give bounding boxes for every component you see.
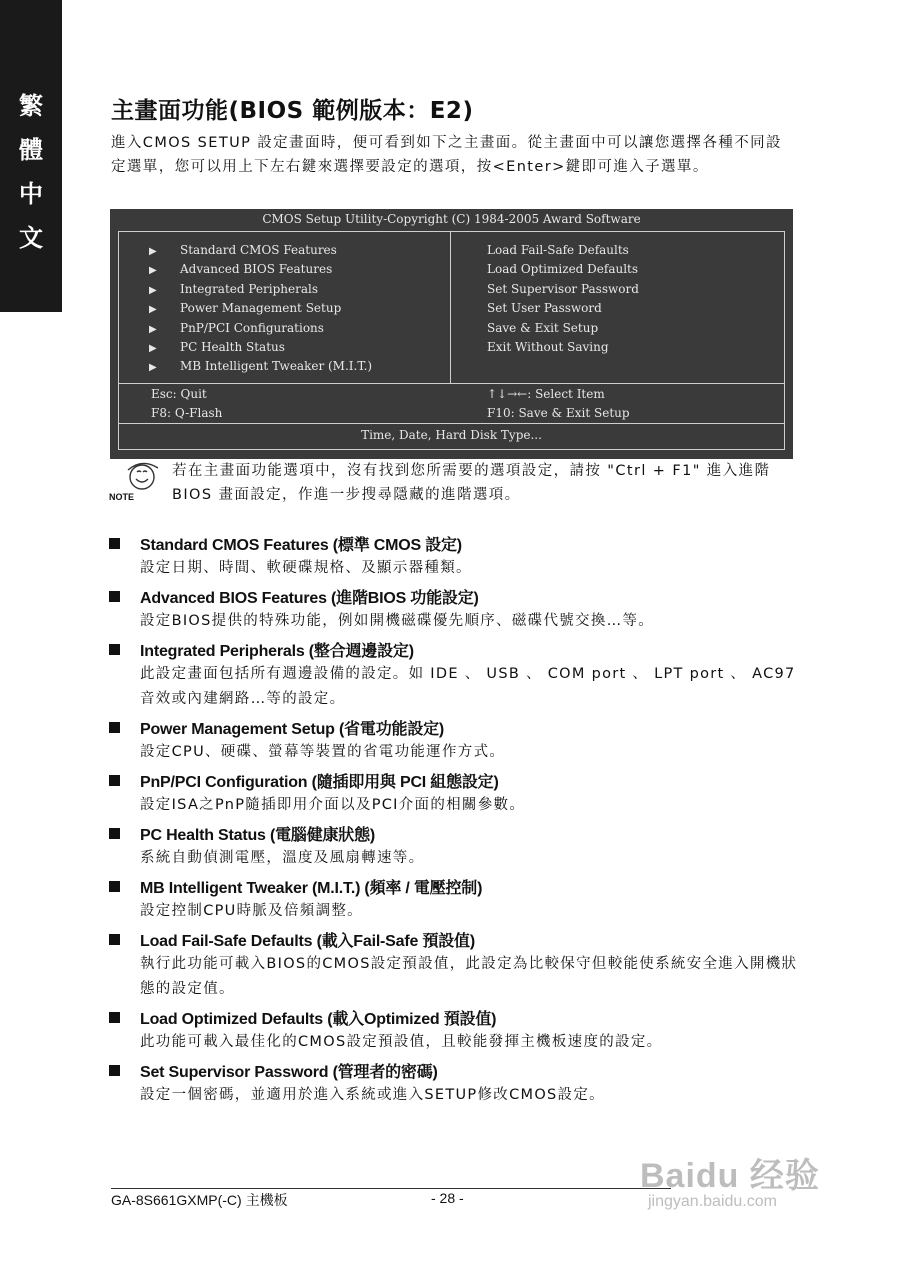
square-bullet-icon bbox=[109, 722, 120, 733]
watermark-logo: Baidu 经验 bbox=[640, 1157, 820, 1195]
bios-menu-label: MB Intelligent Tweaker (M.I.T.) bbox=[180, 359, 373, 374]
footer-rule bbox=[111, 1188, 671, 1189]
intro-paragraph: 進入CMOS SETUP 設定畫面時，便可看到如下之主畫面。從主畫面中可以讓您選擇各種不同設定選單，您可以用上下左右鍵來選擇要設定的選項，按<Enter>鍵即可進入子選單。 bbox=[111, 135, 782, 175]
bios-menu-item[interactable] bbox=[149, 280, 372, 299]
square-bullet-icon bbox=[109, 828, 120, 839]
menu-descriptions bbox=[109, 530, 799, 1110]
note-text: 若在主畫面功能選項中，沒有找到您所需要的選項設定，請按 "Ctrl + F1" 進入進階BIOS 畫面設定，作進一步搜尋隱藏的進階選項。 bbox=[172, 463, 771, 503]
section-description: 設定ISA之PnP隨插即用介面以及PCI介面的相關參數。 bbox=[140, 797, 526, 813]
section-description: 此設定畫面包括所有週邊設備的設定。如 IDE 、 USB 、 COM port 、 LPT port 、 AC97 音效或內建網路…等的設定。 bbox=[140, 666, 796, 707]
bios-header: CMOS Setup Utility-Copyright (C) 1984-2005 Award Software bbox=[262, 212, 641, 226]
arrow-right-icon: ▶ bbox=[149, 304, 157, 316]
bios-status-line: Time, Date, Hard Disk Type... bbox=[361, 428, 542, 442]
side-tab-char: 繁 bbox=[19, 91, 43, 120]
square-bullet-icon bbox=[109, 934, 120, 945]
list-item bbox=[109, 873, 799, 924]
section-title: Power Management Setup (省電功能設定) bbox=[140, 720, 445, 738]
footer-model: GA-8S661GXMP(-C) 主機板 bbox=[111, 1192, 288, 1208]
bios-menu-item[interactable] bbox=[149, 299, 372, 318]
list-item bbox=[109, 767, 799, 818]
bios-menu-item[interactable]: Load Fail-Safe Defaults bbox=[487, 243, 629, 257]
list-item bbox=[109, 583, 799, 634]
square-bullet-icon bbox=[109, 538, 120, 549]
bios-divider bbox=[119, 423, 784, 424]
section-title: Load Fail-Safe Defaults (載入Fail-Safe 預設值) bbox=[140, 932, 475, 950]
bios-menu-item[interactable]: Save & Exit Setup bbox=[487, 320, 599, 335]
list-item bbox=[109, 1057, 799, 1108]
arrow-right-icon: ▶ bbox=[149, 342, 157, 354]
key-help-f8: F8: Q-Flash bbox=[151, 406, 223, 420]
side-tab-char: 中 bbox=[19, 179, 43, 208]
section-description: 系統自動偵測電壓，溫度及風扇轉速等。 bbox=[140, 850, 425, 866]
section-description: 設定一個密碼，並適用於進入系統或進入SETUP修改CMOS設定。 bbox=[140, 1087, 605, 1103]
section-title: Set Supervisor Password (管理者的密碼) bbox=[140, 1063, 438, 1081]
bios-right-menu bbox=[487, 241, 639, 357]
section-description: 設定日期、時間、軟硬碟規格、及顯示器種類。 bbox=[140, 560, 472, 576]
bios-menu-label: Advanced BIOS Features bbox=[180, 262, 333, 277]
list-item bbox=[109, 530, 799, 581]
note-icon bbox=[108, 460, 166, 504]
watermark-url: jingyan.baidu.com bbox=[648, 1193, 777, 1210]
bios-divider bbox=[119, 383, 784, 384]
section-description: 此功能可載入最佳化的CMOS設定預設值，且較能發揮主機板速度的設定。 bbox=[140, 1034, 663, 1050]
square-bullet-icon bbox=[109, 1065, 120, 1076]
arrow-right-icon: ▶ bbox=[149, 323, 157, 335]
key-help-select: ↑↓→←: Select Item bbox=[487, 387, 605, 401]
square-bullet-icon bbox=[109, 1012, 120, 1023]
section-description: 設定控制CPU時脈及倍頻調整。 bbox=[140, 903, 363, 919]
bios-menu-label: PnP/PCI Configurations bbox=[180, 320, 324, 335]
side-tab-char: 體 bbox=[19, 135, 43, 164]
bios-menu-item[interactable]: Load Optimized Defaults bbox=[487, 262, 639, 277]
bios-menu-item[interactable]: Set Supervisor Password bbox=[487, 281, 639, 296]
square-bullet-icon bbox=[109, 881, 120, 892]
section-description: 執行此功能可載入BIOS的CMOS設定預設值，此設定為比較保守但較能使系統安全進入開機狀態的設定值。 bbox=[140, 956, 798, 997]
list-item bbox=[109, 820, 799, 871]
bios-main-screen bbox=[110, 209, 793, 459]
section-description: 設定BIOS提供的特殊功能，例如開機磁碟優先順序、磁碟代號交換…等。 bbox=[140, 613, 655, 629]
bios-menu-label: Integrated Peripherals bbox=[180, 281, 318, 296]
arrow-right-icon: ▶ bbox=[149, 265, 157, 277]
section-title: Load Optimized Defaults (載入Optimized 預設值) bbox=[140, 1010, 497, 1028]
list-item bbox=[109, 926, 799, 1002]
section-description: 設定CPU、硬碟、螢幕等裝置的省電功能運作方式。 bbox=[140, 744, 506, 760]
key-help-f10: F10: Save & Exit Setup bbox=[487, 406, 630, 420]
square-bullet-icon bbox=[109, 775, 120, 786]
section-title: Integrated Peripherals (整合週邊設定) bbox=[140, 642, 414, 660]
list-item bbox=[109, 1004, 799, 1055]
bios-left-menu bbox=[149, 241, 372, 377]
bios-menu-label: Standard CMOS Features bbox=[180, 243, 337, 257]
arrow-right-icon: ▶ bbox=[149, 362, 157, 374]
square-bullet-icon bbox=[109, 591, 120, 602]
square-bullet-icon bbox=[109, 644, 120, 655]
language-side-tab bbox=[0, 0, 62, 312]
section-title: PnP/PCI Configuration (隨插即用與 PCI 組態設定) bbox=[140, 773, 499, 791]
section-title: Standard CMOS Features (標準 CMOS 設定) bbox=[140, 536, 462, 554]
side-tab-char: 文 bbox=[19, 223, 43, 252]
bios-menu-item[interactable] bbox=[149, 338, 372, 357]
bios-key-help-right bbox=[487, 385, 630, 423]
list-item bbox=[109, 714, 799, 765]
bios-menu-item[interactable] bbox=[149, 357, 372, 376]
bios-divider bbox=[450, 232, 451, 383]
bios-menu-item[interactable]: Set User Password bbox=[487, 301, 602, 316]
bios-frame bbox=[118, 231, 785, 450]
section-title: MB Intelligent Tweaker (M.I.T.) (頻率 / 電壓控制) bbox=[140, 879, 483, 897]
key-help-esc: Esc: Quit bbox=[151, 387, 207, 401]
bios-menu-item[interactable] bbox=[149, 260, 372, 279]
bios-menu-label: PC Health Status bbox=[180, 339, 285, 354]
bios-key-help-left bbox=[151, 385, 222, 423]
section-title: Advanced BIOS Features (進階BIOS 功能設定) bbox=[140, 589, 479, 607]
bios-menu-label: Power Management Setup bbox=[180, 301, 342, 316]
bios-menu-item[interactable]: Exit Without Saving bbox=[487, 339, 609, 354]
page-number: - 28 - bbox=[431, 1190, 464, 1206]
bios-menu-item[interactable] bbox=[149, 241, 372, 260]
arrow-right-icon: ▶ bbox=[149, 284, 157, 296]
list-item bbox=[109, 636, 799, 712]
watermark bbox=[640, 1148, 820, 1211]
note-icon-label: NOTE bbox=[109, 492, 135, 502]
section-title: PC Health Status (電腦健康狀態) bbox=[140, 826, 376, 844]
page-title: 主畫面功能(BIOS 範例版本：E2) bbox=[111, 98, 474, 124]
arrow-right-icon: ▶ bbox=[149, 246, 157, 257]
bios-menu-item[interactable] bbox=[149, 319, 372, 338]
